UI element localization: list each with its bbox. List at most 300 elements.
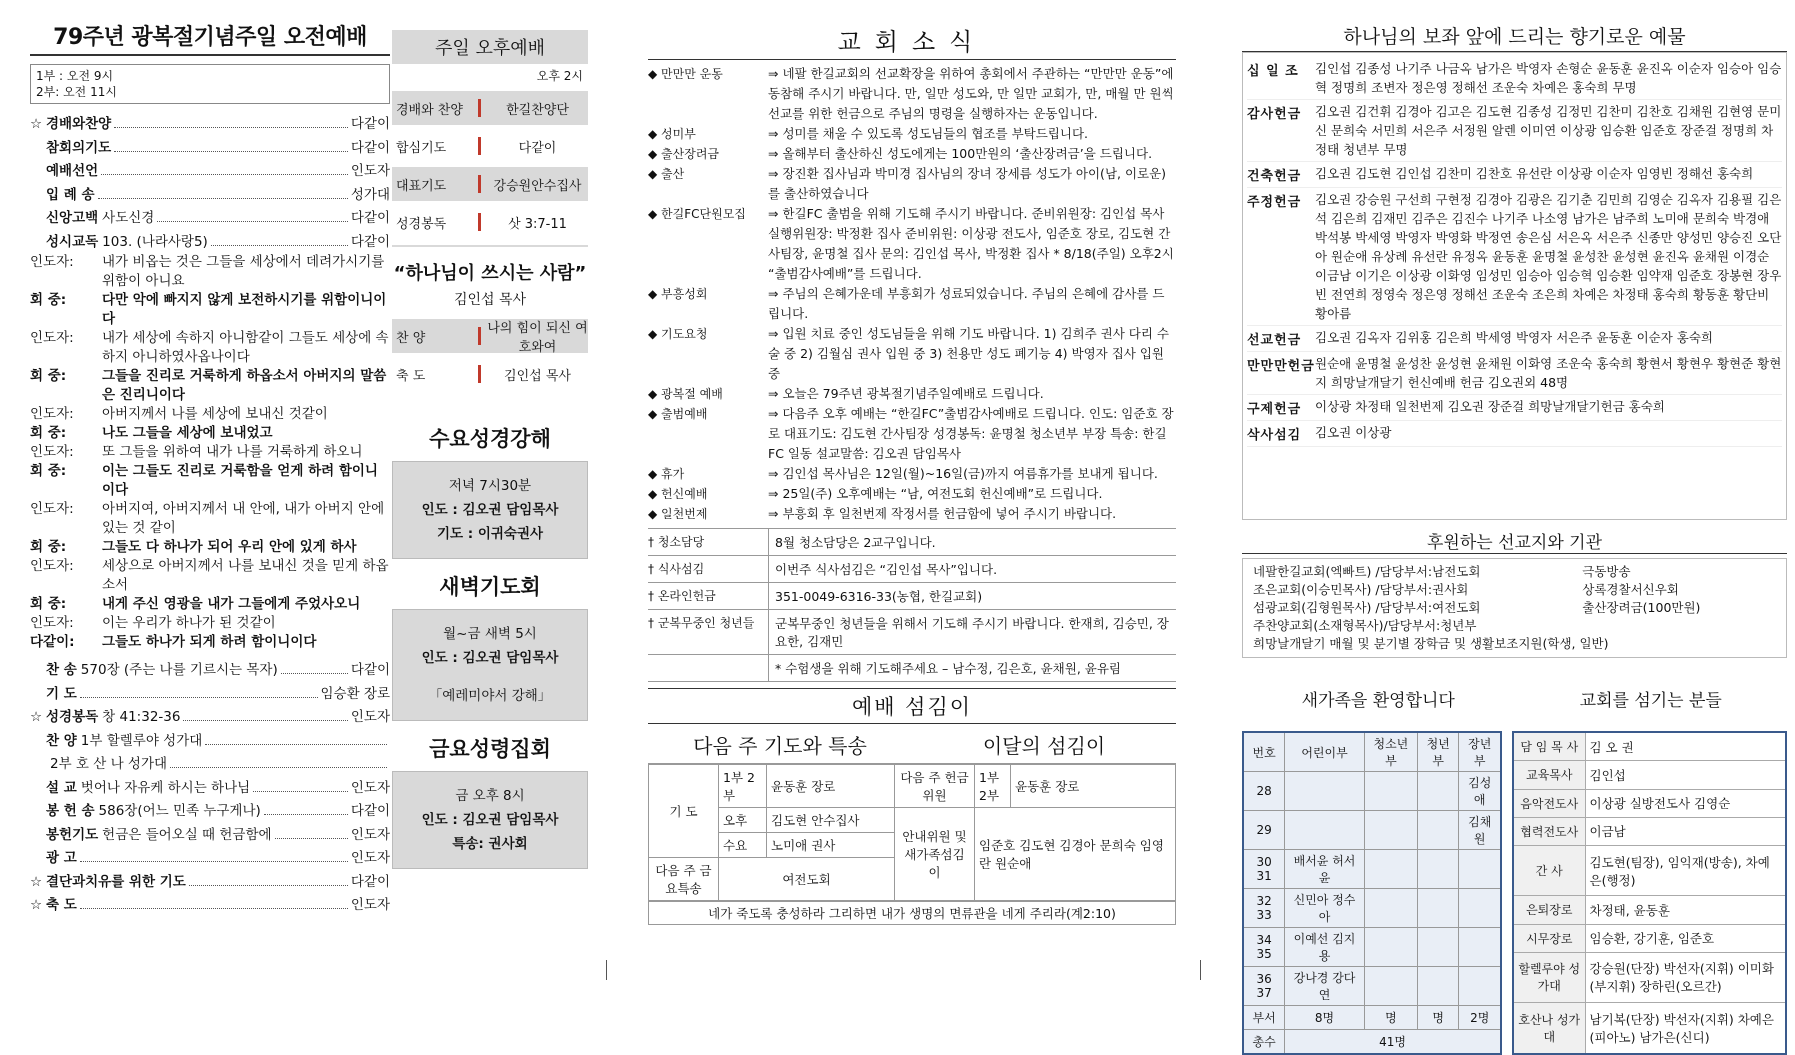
wednesday-prayer: 기도 : 이귀숙권사	[436, 526, 544, 542]
new-family-header	[1243, 732, 1501, 772]
afternoon-service-order	[392, 91, 588, 239]
order-item	[30, 206, 390, 230]
order-name: 봉 헌 송	[46, 803, 95, 819]
children-dept: 이예선 김지용	[1285, 928, 1365, 967]
news-text: ⇒ 네팔 한길교회의 선교확장을 위하여 총회에서 주관하는 “만만만 운동”에 동참해 주시기 바랍니다. 만, 일만 성도와, 만 일만 교회가, 만, 매월 만 원씩 선교를 위한 헌금으로 주님의 명령을 실행하자는 운동입니다.	[768, 66, 1174, 121]
order-item	[30, 893, 390, 917]
reading-speaker: 인도자:	[30, 254, 74, 270]
table-row	[1513, 761, 1786, 789]
reading-line	[30, 291, 390, 329]
role-persons: 이상광 실방전도사 김영순	[1585, 789, 1786, 817]
star-icon: ☆	[30, 897, 43, 913]
order-name: 기 도	[46, 685, 77, 702]
reading-text: 나도 그들을 세상에 보내었고	[102, 425, 273, 441]
bottom-headings	[1242, 686, 1787, 711]
news-item	[648, 464, 1176, 484]
reading-text: 내가 세상에 속하지 아니함같이 그들도 세상에 속하지 아니하였사옵나이다	[102, 330, 389, 365]
news-text: ⇒ 부흥회 후 일천번제 작정서를 헌금함에 넣어 주시기 바랍니다.	[768, 506, 1117, 521]
news-topic: ◆ 부흥성회	[648, 287, 708, 301]
dawn-leader: 인도 : 김오권 담임목사	[421, 650, 559, 666]
reading-text: 아버지여, 아버지께서 내 안에, 내가 아버지 안에 있는 것 같이	[102, 501, 385, 536]
order-label	[30, 136, 111, 156]
page-divider	[606, 960, 607, 980]
notice-topic: † 온라인헌금	[648, 589, 716, 603]
order-detail: 2부 호 산 나 성가대	[50, 756, 168, 772]
offerings-list	[1242, 52, 1787, 520]
role: 은퇴장로	[1513, 896, 1585, 924]
order-name: 찬 송	[46, 662, 77, 678]
service-part: 경배와 찬양	[396, 102, 463, 118]
news-text: ⇒ 올해부터 출산하신 성도에게는 100만원의 ‘출산장려금’을 드립니다.	[768, 146, 1153, 161]
news-item	[648, 324, 1176, 384]
dawn-prayer-title: 새벽기도회	[392, 559, 588, 609]
service-person: 강승원안수집사	[493, 178, 582, 194]
adult-dept: 김채원	[1459, 811, 1501, 850]
responsive-reading	[30, 253, 390, 652]
leader-dots	[189, 876, 348, 886]
mission-church: 조은교회(이승민목사) /담당부서:권사회	[1253, 582, 1469, 597]
news-text: ⇒ 장진환 집사님과 박미경 집사님의 장녀 장세름 성도가 아이(남, 이로운)를 출산하였습니다	[768, 166, 1167, 201]
offering-parts: 1부 2부	[975, 765, 1011, 808]
reading-line	[30, 633, 390, 652]
service-part: 축 도	[396, 368, 426, 384]
offering-type: 구제헌금	[1247, 402, 1302, 417]
news-item	[648, 144, 1176, 164]
service-part: 찬 양	[396, 330, 426, 346]
order-leader: 인도자	[350, 779, 390, 796]
order-detail: 1부 할렐루야 성가대	[80, 732, 203, 749]
leader-dots	[183, 711, 347, 721]
friday-leader: 인도 : 김오권 담임목사	[421, 812, 559, 828]
order-label	[30, 799, 95, 819]
reading-speaker: 회 중:	[30, 539, 67, 555]
leader-dots	[80, 899, 348, 909]
order-name: 입 례 송	[46, 186, 95, 203]
reading-speaker: 회 중:	[30, 425, 67, 441]
order-leader: 임승환 장로	[320, 685, 390, 702]
news-topic: ◆ 한길FC단원모집	[648, 207, 746, 221]
leader-dots	[211, 236, 348, 246]
other-services-panel	[392, 30, 588, 965]
column-header: 청소년부	[1364, 732, 1417, 772]
missions-box	[1242, 558, 1787, 658]
order-leader: 다같이	[350, 662, 390, 678]
news-item	[648, 384, 1176, 404]
reading-text: 다만 악에 빠지지 않게 보전하시기를 위함이니이다	[102, 292, 387, 327]
dawn-spacer	[397, 670, 583, 684]
order-label	[30, 230, 98, 250]
column-header: 장년부	[1459, 732, 1501, 772]
missions-orgs	[1582, 563, 1776, 635]
leader-dots	[101, 165, 348, 175]
reading-line	[30, 595, 390, 614]
divider-bar	[478, 99, 481, 117]
offering-names: 원순애 윤명철 윤성찬 윤성현 윤채원 이화영 조운숙 홍숙희 황현서 황현우 황현준 황현지 희망날개달기 헌신예배 헌금 김오권외 48명	[1315, 356, 1782, 390]
offering-row	[1247, 100, 1782, 162]
news-item	[648, 504, 1176, 524]
mission-org: 출산장려금(100만원)	[1582, 600, 1701, 615]
role: 호산나 성가대	[1513, 1003, 1585, 1054]
prayer-slot: 오후	[719, 808, 767, 833]
order-item	[30, 682, 390, 706]
notice-topic: † 청소담당	[648, 535, 705, 549]
reading-text: 이는 우리가 하나가 된 것같이	[102, 615, 276, 631]
news-topic: ◆ 출산장려금	[648, 147, 720, 161]
offering-row	[1247, 188, 1782, 326]
order-item	[30, 183, 390, 207]
service-helpers-title: 예배 섬김이	[648, 688, 1176, 724]
offering-row	[1247, 162, 1782, 188]
adult-dept	[1459, 850, 1501, 889]
reading-line	[30, 614, 390, 633]
order-label	[30, 870, 186, 890]
role-persons: 김도현(팀장), 임익재(방송), 차예은(행정)	[1585, 845, 1786, 895]
service-person: 삿 3:7-11	[508, 216, 567, 232]
order-label	[30, 183, 95, 203]
dept-count: 부서	[1243, 1006, 1285, 1030]
family-number: 34 35	[1243, 928, 1285, 967]
order-name: 결단과치유를 위한 기도	[46, 873, 186, 890]
role: 협력전도사	[1513, 817, 1585, 845]
reading-line	[30, 329, 390, 367]
notice-text: * 수험생을 위해 기도해주세요 – 남수정, 김은호, 윤채원, 윤유림	[768, 655, 1176, 681]
role: 담 임 목 사	[1513, 732, 1585, 761]
order-label	[30, 893, 77, 913]
news-text: ⇒ 오늘은 79주년 광복절기념주일예배로 드립니다.	[768, 386, 1044, 401]
notice-topic	[648, 655, 768, 681]
dept-count-row	[1243, 1006, 1501, 1030]
table-row	[1513, 952, 1786, 1002]
order-label	[30, 756, 46, 772]
reading-speaker: 다같이:	[30, 634, 75, 650]
order-leader: 인도자	[350, 163, 390, 179]
service-part: 대표기도	[396, 178, 447, 194]
reading-speaker: 인도자:	[30, 330, 74, 346]
reading-speaker: 회 중:	[30, 368, 67, 384]
dept-count: 8명	[1285, 1006, 1365, 1030]
order-name: 성경봉독	[46, 709, 99, 725]
divider-bar	[478, 213, 481, 231]
divider-bar	[478, 327, 481, 345]
first-service-time: 1부 : 오전 9시	[36, 69, 114, 83]
wednesday-time: 저녁 7시30분	[448, 478, 532, 494]
news-item	[648, 164, 1176, 204]
service-order-row	[392, 205, 588, 239]
young-adult-dept	[1417, 928, 1459, 967]
order-leader: 인도자	[350, 826, 390, 843]
service-order-row	[392, 91, 588, 125]
order-label	[30, 776, 77, 796]
order-detail: 사도신경	[102, 210, 155, 226]
service-order-row	[392, 357, 588, 391]
news-text: ⇒ 다음주 오후 예배는 “한길FC”출범감사예배로 드립니다. 인도: 임준호 장로 대표기도: 김도현 간사팀장 성경봉독: 윤명철 청소년부 부장 특송: 한길FC 일동 설교말씀: 김오권 담임목사	[768, 406, 1174, 461]
youth-dept	[1364, 850, 1417, 889]
prayer-label: 기 도	[649, 765, 719, 858]
youth-dept	[1364, 811, 1417, 850]
offering-names: 김인섭 김종성 나기주 나금옥 남가은 박영자 손형순 윤동훈 윤진옥 이순자 임승아 임승혁 정명희 조변자 정은영 정해선 조운숙 차예은 홍숙희 무명	[1315, 61, 1782, 95]
offering-type: 주정헌금	[1247, 195, 1302, 210]
leader-dots	[80, 688, 318, 698]
service-person: 나의 힘이 되신 여호와여	[487, 321, 588, 355]
young-adult-dept	[1417, 811, 1459, 850]
order-leader: 성가대	[350, 186, 390, 203]
notice-text: 이번주 식사섬김은 “김인섭 목사”입니다.	[768, 556, 1176, 582]
order-leader: 다같이	[350, 873, 390, 890]
offering-row	[1247, 352, 1782, 395]
order-item	[30, 658, 390, 682]
dawn-time: 월~금 새벽 5시	[443, 626, 537, 642]
leader-dots	[114, 142, 348, 152]
children-dept: 신민아 정수아	[1285, 889, 1365, 928]
order-label	[30, 112, 111, 132]
reading-line	[30, 538, 390, 557]
role: 시무장로	[1513, 924, 1585, 952]
notice-item	[648, 582, 1176, 609]
order-name: 성시교독	[46, 233, 99, 250]
adult-dept	[1459, 967, 1501, 1006]
adult-dept: 김성애	[1459, 772, 1501, 811]
leader-dots	[253, 782, 348, 792]
leader-dots	[157, 212, 348, 222]
young-adult-dept	[1417, 772, 1459, 811]
leader-dots	[264, 805, 348, 815]
offering-person: 윤동훈 장로	[1011, 765, 1176, 808]
order-item	[30, 230, 390, 254]
reading-speaker: 회 중:	[30, 463, 67, 479]
dept-count: 명	[1417, 1006, 1459, 1030]
table-row	[1243, 772, 1501, 811]
reading-text: 세상으로 아버지께서 나를 보내신 것을 믿게 하옵소서	[102, 558, 389, 593]
reading-line	[30, 443, 390, 462]
offerings-panel	[1242, 22, 1787, 1049]
order-detail: 헌금은 들어오실 때 헌금함에	[102, 826, 272, 843]
notice-text: 군복무중인 청년들을 위해서 기도해 주시기 바랍니다. 한재희, 김승민, 장요한, 김재민	[768, 610, 1176, 654]
service-part: 합심기도	[396, 140, 447, 156]
offering-type: 선교헌금	[1247, 333, 1302, 348]
missions-footer: 희망날개달기 매월 및 분기별 장학금 및 생활보조지원(학생, 일반)	[1253, 636, 1609, 651]
news-topic: ◆ 광복절 예배	[648, 387, 723, 401]
news-item	[648, 404, 1176, 464]
friday-title: 금요성령집회	[392, 721, 588, 771]
reading-line	[30, 424, 390, 443]
order-leader: 다같이	[350, 803, 390, 819]
page-title: 79주년 광복절기념주일 오전예배	[30, 20, 390, 56]
order-label	[30, 159, 98, 179]
star-icon: ☆	[30, 873, 43, 890]
news-topic: ◆ 성미부	[648, 127, 696, 141]
leader-dots	[170, 758, 387, 768]
young-adult-dept	[1417, 967, 1459, 1006]
offering-names: 김오권 김도현 김인섭 김찬미 김찬호 유선란 이상광 이순자 임영빈 정해선 홍숙희	[1315, 166, 1754, 181]
young-adult-dept	[1417, 889, 1459, 928]
news-small-list	[648, 528, 1176, 682]
offering-names: 김오권 이상광	[1315, 425, 1392, 440]
afternoon-service-title: 주일 오후예배	[392, 30, 588, 64]
service-person: 한길찬양단	[506, 102, 569, 118]
sermon-speaker: 김인섭 목사	[453, 292, 527, 308]
order-item	[30, 776, 390, 800]
friday-special: 특송: 권사회	[452, 836, 528, 852]
column-header: 청년부	[1417, 732, 1459, 772]
star-icon: ☆	[30, 116, 43, 132]
order-label	[30, 705, 98, 725]
notice-item	[648, 555, 1176, 582]
order-name: 참회의기도	[46, 139, 112, 156]
offering-row	[1247, 326, 1782, 352]
offering-row	[1247, 395, 1782, 421]
order-detail: 103. (나라사랑5)	[102, 233, 208, 250]
reading-text: 그들도 하나가 되게 하려 함이니이다	[102, 634, 317, 650]
mission-org: 상록경찰서신우회	[1582, 582, 1679, 597]
notice-topic: † 군복무중인 청년들	[648, 616, 755, 630]
youth-dept	[1364, 928, 1417, 967]
prayer-slot: 수요	[719, 833, 767, 858]
missions-title: 후원하는 선교지와 기관	[1242, 528, 1787, 554]
dawn-prayer-box	[392, 609, 588, 721]
service-order-row	[392, 319, 588, 353]
guide-label: 안내위원 및 새가족섬김이	[895, 808, 975, 901]
leader-dots	[205, 735, 387, 745]
church-news-panel	[648, 22, 1176, 962]
total-row	[1243, 1030, 1501, 1054]
table-row	[1243, 811, 1501, 850]
order-label	[30, 729, 77, 749]
order-leader: 인도자	[350, 897, 390, 913]
divider-bar	[478, 175, 481, 193]
table-row	[1243, 889, 1501, 928]
order-leader: 다같이	[350, 139, 390, 156]
reading-line	[30, 405, 390, 424]
wednesday-leader: 인도 : 김오권 담임목사	[421, 502, 559, 518]
order-name: 설 교	[46, 779, 77, 796]
afternoon-sermon	[392, 245, 588, 315]
prayer-person: 윤동훈 장로	[767, 765, 895, 808]
children-dept	[1285, 811, 1365, 850]
mission-church: 네팔한길교회(엑빠트) /담당부서:남전도회	[1253, 564, 1481, 579]
reading-speaker: 회 중:	[30, 596, 67, 612]
helpers-table	[648, 764, 1176, 901]
reading-line	[30, 367, 390, 405]
reading-text: 내가 비옵는 것은 그들을 세상에서 데려가시기를 위함이 아니요	[102, 254, 385, 289]
role-persons: 차정태, 윤동훈	[1585, 896, 1786, 924]
news-topic: ◆ 휴가	[648, 467, 685, 481]
adult-dept	[1459, 889, 1501, 928]
order-item	[30, 823, 390, 847]
leader-dots	[80, 852, 348, 862]
news-text: ⇒ 김인섭 목사님은 12일(월)~16일(금)까지 여름휴가를 보내게 됩니다.	[768, 466, 1158, 481]
role: 교육목사	[1513, 761, 1585, 789]
prayer-slot: 1부 2부	[719, 765, 767, 808]
reading-text: 이는 그들도 진리로 거룩함을 얻게 하려 함이니이다	[102, 463, 378, 498]
offering-label: 다음 주 헌금위원	[895, 765, 975, 808]
order-name: 찬 양	[46, 732, 77, 749]
family-number: 29	[1243, 811, 1285, 850]
afternoon-service-time: 오후 2시	[536, 69, 583, 83]
notice-item	[648, 654, 1176, 681]
news-text: ⇒ 성미를 채울 수 있도록 성도님들의 협조를 부탁드립니다.	[768, 126, 1088, 141]
total-label: 총수	[1243, 1030, 1285, 1054]
order-detail: 창 41:32-36	[102, 709, 181, 725]
news-title: 교회소식	[648, 22, 1176, 60]
order-detail: 586장(어느 민족 누구게나)	[98, 803, 261, 819]
role-persons: 강승원(단장) 박선자(지휘) 이미화(부지휘) 장하린(오르간)	[1585, 952, 1786, 1002]
order-item	[30, 799, 390, 823]
news-topic: ◆ 출산	[648, 167, 685, 181]
offerings-title: 하나님의 보좌 앞에 드리는 향기로운 예물	[1242, 22, 1787, 52]
family-number: 30 31	[1243, 850, 1285, 889]
news-item	[648, 284, 1176, 324]
news-item	[648, 124, 1176, 144]
service-times	[30, 64, 390, 104]
order-leader: 다같이	[350, 233, 390, 250]
role-persons: 김 오 권	[1585, 732, 1786, 761]
reading-speaker: 인도자:	[30, 406, 74, 422]
afternoon-service-closing	[392, 319, 588, 391]
divider-bar	[478, 365, 481, 383]
mission-church: 섬광교회(김형원목사) /담당부서:여전도회	[1253, 600, 1481, 615]
notice-topic: † 식사섬김	[648, 562, 705, 576]
leader-dots	[281, 664, 348, 674]
youth-dept	[1364, 967, 1417, 1006]
news-topic: ◆ 출범예배	[648, 407, 708, 421]
divider-bar	[478, 137, 481, 155]
month-head: 이달의 섬김이	[982, 734, 1106, 758]
role: 간 사	[1513, 845, 1585, 895]
order-name: 봉헌기도	[46, 826, 99, 843]
order-leader: 인도자	[350, 850, 390, 866]
youth-dept	[1364, 889, 1417, 928]
closing-verse: 네가 죽도록 충성하라 그리하면 내가 생명의 면류관을 네게 주리라(계2:10)	[648, 901, 1176, 925]
reading-line	[30, 253, 390, 291]
offering-names: 김오권 강승원 구선희 구현정 김경아 김광은 김기춘 김민희 김영순 김옥자 김용필 김은석 김은희 김재민 김주은 김진수 나기주 나소영 남가은 남주희 노미애 문희숙 박경애 박석봉 박세영 박영자 박영화 박정연 송은심 서은옥 서은주 신종만 양성민 양승진 오단아 원순애 유상례 유선란 유정옥 윤동훈 윤명철 윤성찬 윤성현 윤진옥 윤채원 이경순 이금남 이기은 이상광 이화영 임성민 임승아 임승혁 임승환 임약재 임준호 장봉현 장우빈 전연희 정영숙 정은영 정해선 조운숙 조은희 차예은 차정태 홍숙희 황동훈 황단비 황아름	[1315, 192, 1782, 321]
order-item	[30, 846, 390, 870]
young-adult-dept	[1417, 850, 1459, 889]
table-row	[1243, 967, 1501, 1006]
order-name: 광 고	[46, 850, 77, 866]
role-persons: 이금남	[1585, 817, 1786, 845]
offering-type: 건축헌금	[1247, 169, 1302, 184]
mission-org: 극동방송	[1582, 564, 1631, 579]
order-item	[30, 159, 390, 183]
order-item	[30, 136, 390, 160]
order-name: 신앙고백	[46, 210, 99, 226]
table-row	[1243, 850, 1501, 889]
friday-time: 금 오후 8시	[455, 788, 525, 804]
reading-speaker: 인도자:	[30, 501, 74, 517]
order-of-service-continued	[30, 658, 390, 917]
order-label	[30, 682, 77, 702]
table-row	[1513, 924, 1786, 952]
news-item	[648, 64, 1176, 124]
leader-dots	[275, 829, 348, 839]
order-item	[30, 870, 390, 894]
family-number: 28	[1243, 772, 1285, 811]
dept-count: 2명	[1459, 1006, 1501, 1030]
order-leader: 인도자	[350, 709, 390, 725]
children-dept: 강나경 강다연	[1285, 967, 1365, 1006]
adult-dept	[1459, 928, 1501, 967]
news-topic: ◆ 헌신예배	[648, 487, 708, 501]
table-row	[1513, 817, 1786, 845]
table-row	[1513, 732, 1786, 761]
table-row	[1513, 789, 1786, 817]
wednesday-title: 수요성경강해	[392, 411, 588, 461]
order-item	[30, 705, 390, 729]
prayer-person: 김도현 안수집사	[767, 808, 895, 833]
notice-item	[648, 528, 1176, 555]
order-detail: 벗어나 자유케 하시는 하나님	[80, 779, 251, 796]
servers-title: 교회를 섬기는 분들	[1579, 691, 1722, 711]
